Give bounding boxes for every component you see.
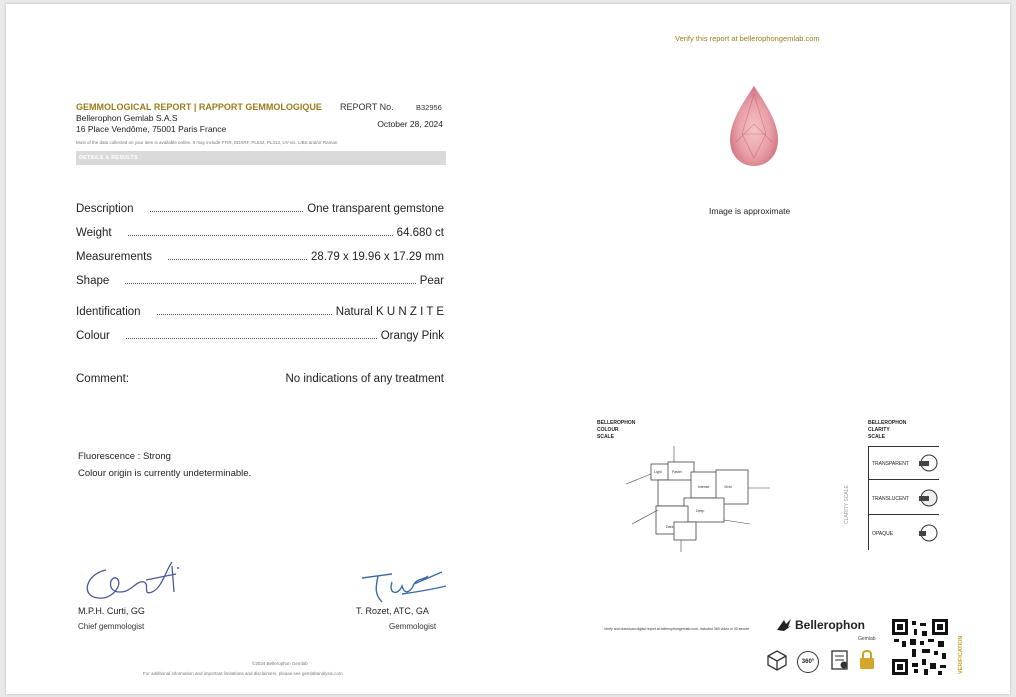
certificate-icon[interactable] xyxy=(829,649,851,671)
detail-label: Description xyxy=(76,203,134,215)
detail-label: Identification xyxy=(76,306,141,318)
signature-name-curti: M.P.H. Curti, GG xyxy=(78,606,145,616)
signature-role-curti: Chief gemmologist xyxy=(78,622,145,631)
clarity-label: TRANSPARENT xyxy=(872,461,909,467)
detail-row-weight xyxy=(76,227,444,243)
signature-rozet-image xyxy=(358,564,448,606)
dot-leader xyxy=(150,210,304,212)
verify-download-text: Verify and download digital report at bellerophongemlab.com, included 360 video in 30 secure xyxy=(604,627,750,631)
clarity-translucent-icon xyxy=(919,489,939,507)
detail-row-shape xyxy=(76,275,444,291)
lock-icon[interactable] xyxy=(858,648,876,670)
view-360-icon[interactable]: 360° xyxy=(797,651,819,673)
dot-leader xyxy=(168,258,307,260)
comment-row xyxy=(76,373,444,389)
lab-address: 16 Place Vendôme, 75001 Paris France xyxy=(76,124,227,134)
clarity-transparent-icon xyxy=(919,454,939,472)
bellerophon-wing-icon xyxy=(776,618,792,632)
verification-vertical-wrap xyxy=(958,618,966,674)
verification-vertical-label: VERIFICATION xyxy=(958,635,964,674)
dot-leader xyxy=(157,313,332,315)
colour-scale-title-line: COLOUR xyxy=(597,427,619,433)
dot-leader xyxy=(125,282,415,284)
cube-icon[interactable] xyxy=(766,649,788,671)
detail-label: Measurements xyxy=(76,251,153,263)
detail-value: Pear xyxy=(419,275,444,287)
dot-leader xyxy=(128,234,393,236)
report-page xyxy=(6,4,1010,694)
report-number: B32956 xyxy=(416,103,442,112)
lab-name: Bellerophon Gemlab S.A.S xyxy=(76,113,178,123)
detail-value: Natural K U N Z I T E xyxy=(335,306,444,318)
colour-scale-title xyxy=(597,420,635,441)
comment-value: No indications of any treatment xyxy=(285,373,444,385)
brand-name: Bellerophon xyxy=(795,618,866,632)
colour-label-light: Light xyxy=(654,470,662,474)
clarity-label: OPAQUE xyxy=(872,531,894,537)
clarity-opaque-icon xyxy=(919,524,939,542)
colour-scale-diagram xyxy=(596,440,796,558)
clarity-scale-vertical-label: CLARITY SCALE xyxy=(844,485,850,524)
clarity-scale-title xyxy=(868,420,906,441)
detail-label: Colour xyxy=(76,330,110,342)
qr-code[interactable] xyxy=(892,619,948,675)
dot-leader xyxy=(126,337,377,339)
colour-label-dark: Dark xyxy=(666,525,674,529)
footer-info: For additional information and important limitations and disclaimers, please see gemlabanalysis.com xyxy=(143,671,343,676)
copyright-text: ©2024 Bellerophon Gemlab xyxy=(252,661,308,666)
clarity-row-transparent xyxy=(869,447,939,480)
origin-note: Colour origin is currently undeterminable. xyxy=(78,468,252,479)
signature-curti-image xyxy=(76,552,186,602)
detail-row-identification xyxy=(76,306,444,322)
colour-label-intense: Intense xyxy=(698,485,710,489)
detail-label: Weight xyxy=(76,227,112,239)
image-caption: Image is approximate xyxy=(709,206,791,216)
detail-value: Orangy Pink xyxy=(380,330,444,342)
detail-row-colour xyxy=(76,330,444,346)
colour-label-pastel: Pastel xyxy=(672,470,682,474)
detail-row-measurements xyxy=(76,251,444,267)
report-title: GEMMOLOGICAL REPORT | RAPPORT GEMMOLOGIQUE xyxy=(76,102,322,112)
detail-label: Shape xyxy=(76,275,110,287)
clarity-scale-title-line: SCALE xyxy=(868,434,885,440)
clarity-label: TRANSLUCENT xyxy=(872,496,909,502)
clarity-row-translucent xyxy=(869,482,939,515)
clarity-scale-title-line: CLARITY xyxy=(868,427,890,433)
section-bar: DETAILS & RESULTS xyxy=(76,151,446,165)
gem-image xyxy=(724,84,784,168)
colour-label-deep: Deep xyxy=(696,509,705,513)
clarity-scale-title-line: BELLEROPHON xyxy=(868,420,907,426)
detail-value: One transparent gemstone xyxy=(307,203,444,215)
report-date: October 28, 2024 xyxy=(377,119,443,129)
brand-logo xyxy=(776,618,865,632)
clarity-scale-box xyxy=(868,446,939,550)
colour-label-vivid: Vivid xyxy=(724,485,732,489)
verify-link[interactable]: Verify this report at bellerophongemlab.com xyxy=(675,34,820,43)
colour-scale-title-line: BELLEROPHON xyxy=(597,420,636,426)
comment-label: Comment: xyxy=(76,373,130,385)
brand-sub: Gemlab xyxy=(858,636,876,642)
signature-name-rozet: T. Rozet, ATC, GA xyxy=(356,606,429,616)
detail-row-description xyxy=(76,203,444,219)
data-disclaimer: Most of the data collected on your item is available online. It may include FTIR, EDXRF, PL532, PL313, UV-vis, LIBS and/or Raman xyxy=(76,140,338,145)
report-no-label: REPORT No. xyxy=(340,102,394,112)
detail-value: 64.680 ct xyxy=(396,227,444,239)
fluorescence-note: Fluorescence : Strong xyxy=(78,451,171,462)
clarity-row-opaque xyxy=(869,517,939,550)
detail-value: 28.79 x 19.96 x 17.29 mm xyxy=(311,251,444,263)
signature-role-rozet: Gemmologist xyxy=(389,622,437,631)
colour-scale-title-line: SCALE xyxy=(597,434,614,440)
